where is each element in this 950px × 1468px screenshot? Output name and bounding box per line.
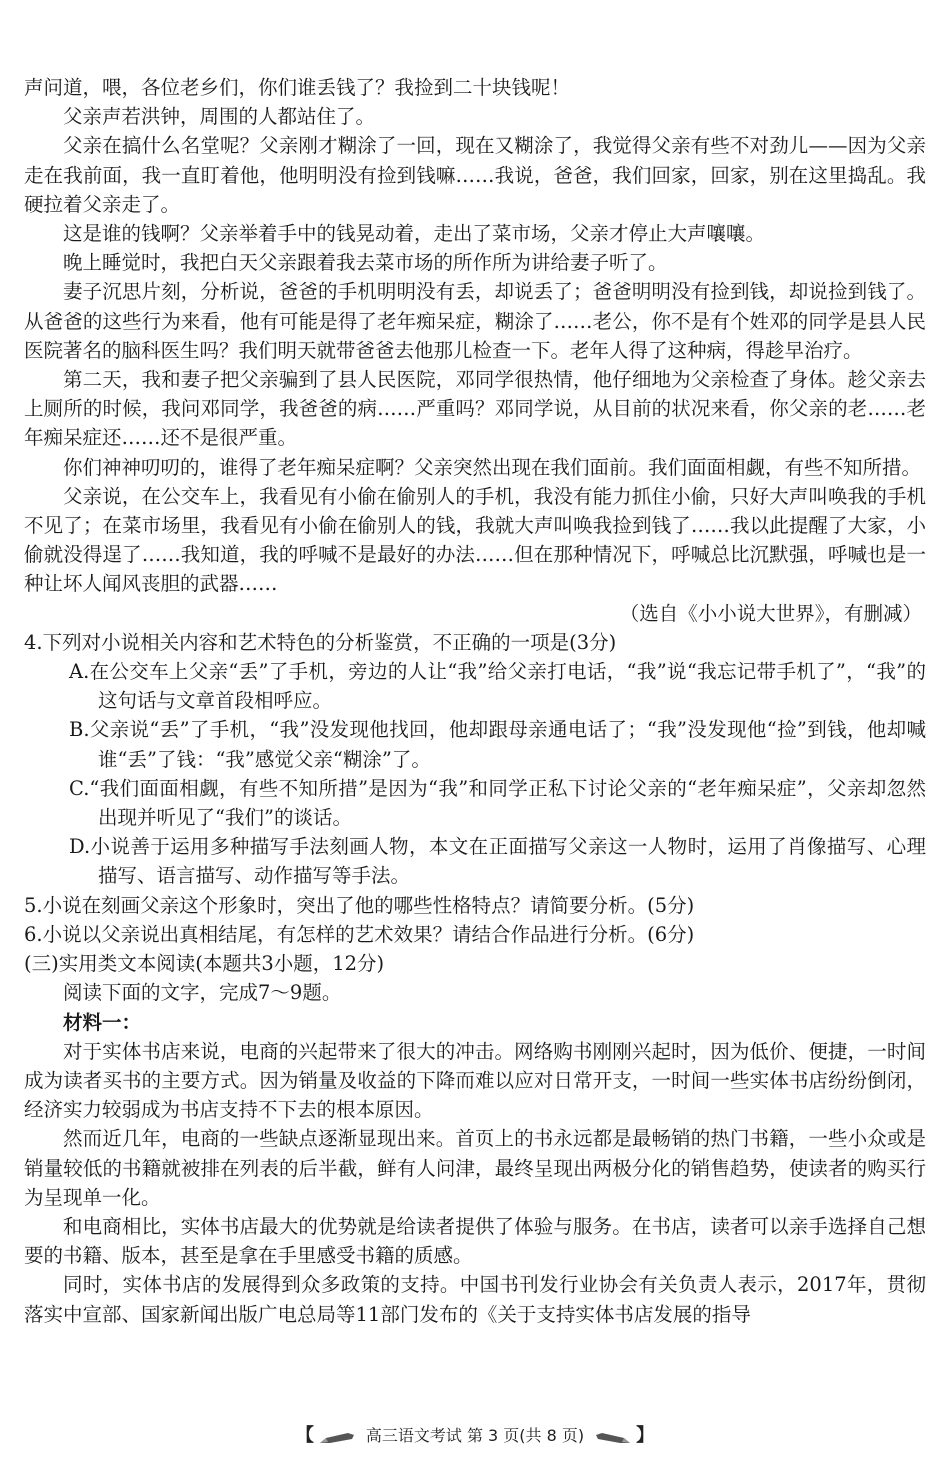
question-4-option-c: C.“我们面面相觑，有些不知所措”是因为“我”和同学正私下讨论父亲的“老年痴呆症”，父亲却忽然出现并听见了“我们”的谈话。 (69, 776, 926, 830)
pen-left-icon (318, 1427, 358, 1445)
question-4-stem: 4.下列对小说相关内容和艺术特色的分析鉴赏，不正确的一项是(3分) (24, 630, 617, 654)
page-footer (0, 1419, 950, 1453)
story-paragraph: 你们神神叨叨的，谁得了老年痴呆症啊？父亲突然出现在我们面前。我们面面相觑，有些不知所措。 (63, 455, 922, 479)
story-paragraph: 晚上睡觉时，我把白天父亲跟着我去菜市场的所作所为讲给妻子听了。 (63, 251, 668, 275)
question-5: 5.小说在刻画父亲这个形象时，突出了他的哪些性格特点？请简要分析。(5分) (24, 893, 695, 917)
material-paragraph: 对于实体书店来说，电商的兴起带来了很大的冲击。网络购书刚刚兴起时，因为低价、便捷，一时间成为读者买书的主要方式。因为销量及收益的下降而难以应对日常开支，一时间一些实体书店纷纷倒闭，经济实力较弱成为书店支持不下去的根本原因。 (24, 1039, 926, 1122)
pen-right-icon (592, 1427, 632, 1445)
story-paragraph: 声问道，喂，各位老乡们，你们谁丢钱了？我捡到二十块钱呢！ (24, 76, 571, 99)
material-paragraph: 和电商相比，实体书店最大的优势就是给读者提供了体验与服务。在书店，读者可以亲手选择自己想要的书籍、版本，甚至是拿在手里感受书籍的质感。 (24, 1214, 926, 1268)
story-paragraph: 这是谁的钱啊？父亲举着手中的钱晃动着，走出了菜市场，父亲才停止大声嚷嚷。 (63, 222, 766, 246)
story-paragraph: 父亲在搞什么名堂呢？父亲刚才糊涂了一回，现在又糊涂了，我觉得父亲有些不对劲儿——因为父亲走在我前面，我一直盯着他，他明明没有捡到钱嘛……我说，爸爸，我们回家，回家，别在这里捣乱。我硬拉着父亲走了。 (24, 134, 926, 216)
footer-right-bracket: 】 (636, 1425, 655, 1447)
section-3-instruction: 阅读下面的文字，完成7～9题。 (63, 981, 342, 1005)
question-4-option-b: B.父亲说“丢”了手机，“我”没发现他找回，他却跟母亲通电话了；“我”没发现他“捡”到钱，他却喊谁“丢”了钱：“我”感觉父亲“糊涂”了。 (69, 718, 926, 771)
footer-page-info: 高三语文考试 第 3 页(共 8 页) (365, 1426, 585, 1446)
footer-left-bracket: 【 (295, 1425, 314, 1447)
material-label: 材料一： (63, 1010, 142, 1034)
story-paragraph: 父亲声若洪钟，周围的人都站住了。 (63, 105, 376, 129)
story-paragraph: 父亲说，在公交车上，我看见有小偷在偷别人的手机，我没有能力抓住小偷，只好大声叫唤我的手机不见了；在菜市场里，我看见有小偷在偷别人的钱，我就大声叫唤我捡到钱了……我以此提醒了大家，小偷就没得逞了……我知道，我的呼喊不是最好的办法……但在那种情况下，呼喊总比沉默强，呼喊也是一种让坏人闻风丧胆的武器…… (24, 484, 926, 596)
question-4-option-d: D.小说善于运用多种描写手法刻画人物，本文在正面描写父亲这一人物时，运用了肖像描写、心理描写、语言描写、动作描写等手法。 (69, 835, 926, 888)
material-paragraph: 同时，实体书店的发展得到众多政策的支持。中国书刊发行业协会有关负责人表示，2017年，贯彻落实中宣部、国家新闻出版广电总局等11部门发布的《关于支持实体书店发展的指导 (24, 1273, 926, 1326)
story-paragraph: 第二天，我和妻子把父亲骗到了县人民医院，邓同学很热情，他仔细地为父亲检查了身体。趁父亲去上厕所的时候，我问邓同学，我爸爸的病……严重吗？邓同学说，从目前的状况来看，你父亲的老……老年痴呆症还……还不是很严重。 (24, 368, 926, 450)
question-6: 6.小说以父亲说出真相结尾，有怎样的艺术效果？请结合作品进行分析。(6分) (24, 922, 695, 946)
story-paragraph: 妻子沉思片刻，分析说，爸爸的手机明明没有丢，却说丢了；爸爸明明没有捡到钱，却说捡到钱了。从爸爸的这些行为来看，他有可能是得了老年痴呆症，糊涂了……老公，你不是有个姓邓的同学是县人民医院著名的脑科医生吗？我们明天就带爸爸去他那儿检查一下。老年人得了这种病，得趁早治疗。 (24, 280, 926, 362)
page-content (24, 73, 926, 1329)
story-source: （选自《小小说大世界》，有删减） (619, 601, 922, 625)
material-paragraph: 然而近几年，电商的一些缺点逐渐显现出来。首页上的书永远都是最畅销的热门书籍，一些小众或是销量较低的书籍就被排在列表的后半截，鲜有人问津，最终呈现出两极分化的销售趋势，使读者的购买行为呈现单一化。 (24, 1127, 926, 1209)
section-3-heading: (三)实用类文本阅读(本题共3小题，12分) (24, 952, 385, 976)
question-4-option-a: A.在公交车上父亲“丢”了手机，旁边的人让“我”给父亲打电话，“我”说“我忘记带手机了”，“我”的这句话与文章首段相呼应。 (69, 660, 926, 713)
